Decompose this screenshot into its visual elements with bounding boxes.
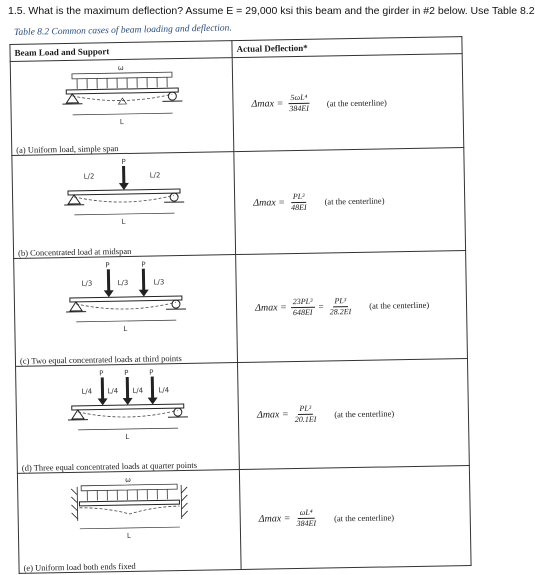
case-label-a: (a) Uniform load, simple span	[16, 144, 118, 156]
table-row-e	[17, 466, 471, 574]
span-label: L	[125, 432, 129, 440]
quarter-label-3: L/4	[132, 386, 143, 394]
beam-sketch-midspan-load	[53, 155, 194, 231]
table-row-a	[10, 54, 464, 156]
sketch-cell-d	[16, 362, 240, 474]
header-beam-load: Beam Load and Support	[10, 41, 232, 62]
formula-numerator: PL³	[291, 191, 307, 202]
formula-numerator: 23PL³	[291, 296, 315, 307]
location-note: (at the centerline)	[334, 512, 394, 523]
third-label-2: L/3	[117, 279, 128, 287]
delta-symbol: Δmax =	[255, 302, 287, 314]
beam-deflection-table	[9, 36, 471, 574]
third-label-1: L/3	[81, 279, 92, 287]
formula-denominator: 20.1EI	[293, 415, 319, 425]
formula-denominator: 384EI	[287, 104, 311, 114]
formula-cell-d	[237, 358, 469, 470]
load-label-2: P	[124, 368, 128, 376]
half-span-label-left: L/2	[83, 173, 94, 181]
case-label-c: (c) Two equal concentrated loads at third points	[20, 353, 182, 366]
sketch-cell-a	[10, 58, 234, 156]
case-label-b: (b) Concentrated load at midspan	[18, 246, 131, 258]
formula-denominator: 48EI	[289, 202, 309, 212]
location-note: (at the centerline)	[324, 196, 384, 207]
load-label: P	[121, 158, 125, 166]
third-label-3: L/3	[153, 278, 164, 286]
beam-sketch-fixed-ends	[58, 473, 199, 547]
formula-fraction	[289, 191, 309, 212]
formula-numerator: ωL⁴	[298, 508, 315, 519]
delta-symbol: Δmax =	[259, 513, 291, 525]
equals-sign: =	[318, 302, 323, 312]
load-label: ω	[124, 476, 130, 484]
table-row-b	[12, 148, 466, 258]
formula-cell-a	[232, 54, 464, 152]
beam-sketch-quarter-points	[57, 365, 198, 445]
delta-symbol: Δmax =	[251, 98, 283, 110]
load-label-1: P	[105, 261, 109, 269]
span-label: L	[123, 325, 127, 333]
formula-fraction-1	[291, 296, 315, 317]
formula-numerator: PL³	[332, 296, 348, 307]
delta-symbol: Δmax =	[257, 410, 289, 422]
case-label-d: (d) Three equal concentrated loads at quarter points	[22, 460, 197, 473]
span-label: L	[121, 218, 125, 226]
location-note: (at the centerline)	[369, 300, 429, 311]
span-label: L	[119, 118, 123, 126]
formula-denominator: 28.2EI	[328, 307, 354, 317]
case-label-e: (e) Uniform load both ends fixed	[23, 561, 135, 573]
sketch-cell-e	[17, 470, 241, 574]
load-label-1: P	[99, 369, 103, 377]
beam-sketch-third-points	[55, 258, 196, 338]
formula-fraction-2	[327, 296, 353, 317]
header-actual-deflection: Actual Deflection*	[232, 37, 462, 58]
beam-table-sheet	[9, 36, 470, 574]
delta-symbol: Δmax =	[253, 197, 285, 209]
table-caption: Table 8.2 Common cases of beam loading and deflection.	[14, 23, 232, 38]
load-label: ω	[117, 64, 123, 72]
location-note: (at the centerline)	[334, 408, 394, 419]
quarter-label-4: L/4	[158, 386, 169, 394]
quarter-label-1: L/4	[81, 387, 92, 395]
table-row-c	[14, 250, 468, 366]
table-row-d	[16, 358, 470, 474]
formula-fraction	[293, 404, 319, 425]
formula-cell-c	[236, 250, 468, 362]
formula-denominator: 648EI	[291, 307, 315, 317]
half-span-label-right: L/2	[149, 172, 160, 180]
formula-denominator: 384EI	[295, 519, 319, 529]
sketch-cell-c	[14, 254, 238, 366]
formula-cell-b	[234, 148, 466, 254]
formula-fraction	[287, 93, 311, 114]
question-text: 1.5. What is the maximum deflection? Assume E = 29,000 ksi this beam and the girder in #2 below. Use Table 8.2	[8, 5, 470, 17]
formula-cell-e	[239, 466, 471, 570]
formula-numerator: PL³	[297, 404, 313, 415]
location-note: (at the centerline)	[327, 97, 387, 108]
quarter-label-2: L/4	[107, 387, 118, 395]
span-label: L	[126, 532, 130, 540]
formula-fraction	[294, 508, 318, 529]
beam-sketch-uniform-simple	[51, 61, 192, 131]
load-label-2: P	[141, 260, 145, 268]
load-label-3: P	[149, 368, 153, 376]
sketch-cell-b	[12, 152, 236, 258]
formula-numerator: 5ωL⁴	[288, 93, 309, 104]
